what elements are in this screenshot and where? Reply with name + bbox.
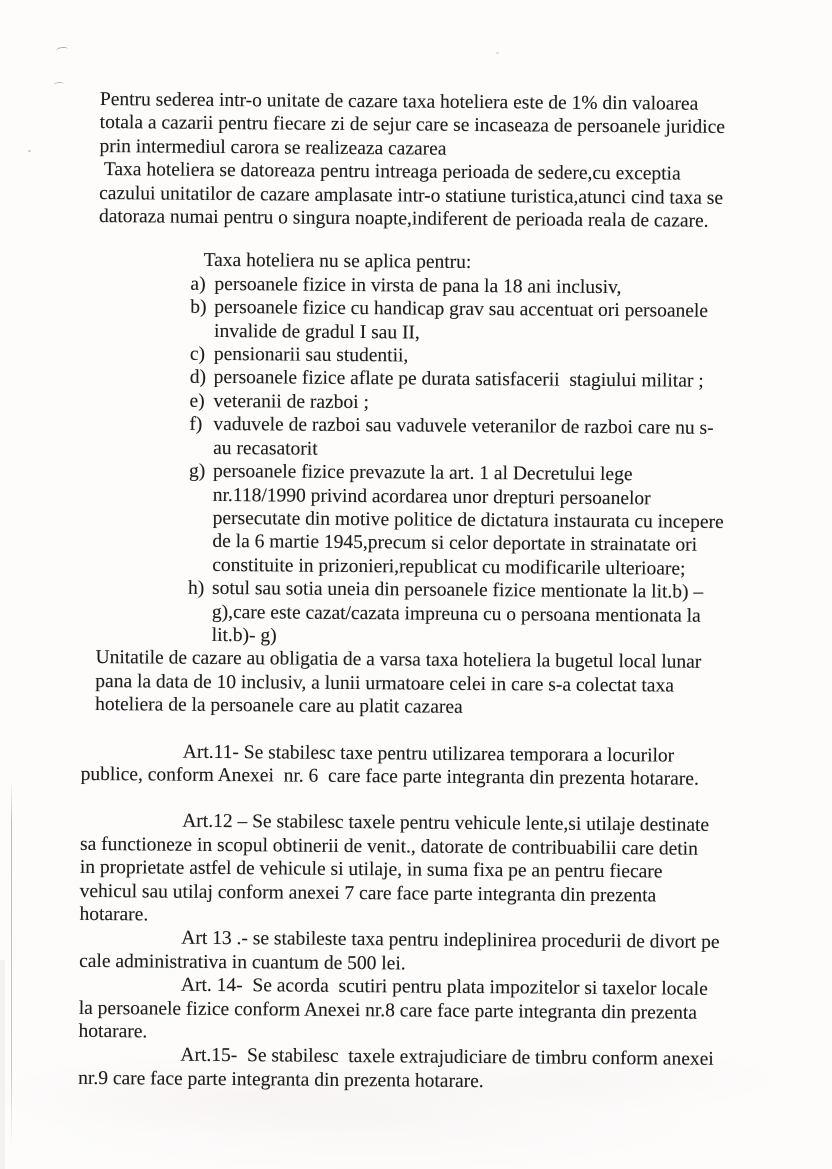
paragraph-hotel-tax-rate: Pentru sederea intr-o unitate de cazare taxa hoteliera este de 1% din valoarea totala a cazarii pentru fiecare zi de sejur care se incaseaza de persoanele juridice prin intermediul carora se realizeaza cazarea — [99, 88, 726, 160]
list-marker: e) — [189, 390, 205, 412]
exemption-item-b — [190, 296, 798, 348]
exemption-text: pensionarii sau studentii, — [213, 343, 409, 367]
list-marker: c) — [189, 343, 206, 365]
article-15: Art.15- Se stabilesc taxele extrajudiciare de timbru conform anexei nr.9 care face parte integranta din prezenta hotarare. — [78, 1045, 714, 1092]
list-marker: f) — [189, 413, 203, 436]
list-marker: h) — [187, 577, 205, 599]
article-11: Art.11- Se stabilesc taxe pentru utilizarea temporara a locurilor publice, conform Anexei nr. 6 care face parte integranta din prezenta hotarare. — [80, 741, 699, 790]
article-12: Art.12 – Se stabilesc taxele pentru vehicule lente,si utilaje destinate sa functioneze in scopul obtinerii de venit., datorate de contribuabilii care detin in proprietate astfel de vehicule si utilaje, in suma fixa pe an pentru fiecare vehicul sau utilaj conform anexei 7 care face parte integranta din prezenta hotarare. — [79, 811, 710, 926]
scan-speck-artifact — [496, 52, 499, 54]
scan-edge-line-artifact — [11, 781, 12, 1147]
scan-edge-shadow-artifact — [0, 960, 5, 1169]
paragraph-payment-obligation: Unitatile de cazare au obligatia de a varsa taxa hoteliera la bugetul local lunar pana la data de 10 inclusiv, a lunii urmatoare celei in care s-a colectat taxa hoteliera de la persoanele care au platit cazarea — [95, 647, 702, 719]
exemption-text: persoanele fizice aflate pe durata satisfacerii stagiului militar ; — [213, 367, 704, 393]
exemption-item-h — [188, 577, 797, 652]
exemptions-list — [188, 249, 799, 652]
list-marker: d) — [189, 367, 207, 389]
article-14: Art. 14- Se acorda scutiri pentru plata impozitelor si taxelor locale la persoanele fizice conform Anexei nr.8 care face parte integranta din prezenta hotarare. — [78, 974, 708, 1043]
exemption-text: vaduvele de razboi sau vaduvele veteranilor de razboi care nu s- au recasatorit — [213, 414, 714, 460]
exemption-text: persoanele fizice prevazute la art. 1 al Decretului lege nr.118/1990 privind acordarea unor drepturi persoanelor persecutate din motive politice de dictatura instaurata cu incepere de la 6 martie 1945,precum si celor deportate in strainatate ori constituite in prizonieri,republicat cu modificarile ulterioare; — [212, 460, 724, 580]
list-marker: b) — [190, 296, 207, 319]
exemption-text: persoanele fizice in virsta de pana la 18 ani inclusiv, — [214, 273, 622, 298]
exemptions-intro: Taxa hoteliera nu se aplica pentru: — [203, 250, 472, 274]
scan-speck-artifact — [28, 150, 31, 152]
scan-speck-artifact — [54, 82, 64, 88]
exemption-item-f — [189, 413, 797, 465]
exemption-item-g — [188, 460, 797, 582]
exemption-text: persoanele fizice cu handicap grav sau accentuat ori persoanele invalide de gradul I sau II, — [214, 297, 709, 344]
list-marker: a) — [190, 273, 206, 295]
articles-section — [78, 739, 795, 1095]
paragraph-hotel-tax-period: Taxa hoteliera se datoreaza pentru intreaga perioada de sedere,cu exceptia cazului unitatilor de cazare amplasate intr-o statiune turistica,atunci cind taxa se datoraza numai pentru o singura noapte,indiferent de perioada reala de cazare. — [98, 159, 724, 232]
article-13: Art 13 .- se stabileste taxa pentru indeplinirea procedurii de divort pe cale administrativa in cuantum de 500 lei. — [79, 928, 720, 975]
exemption-text: veteranii de razboi ; — [213, 390, 370, 413]
document-text-block — [78, 88, 800, 1096]
exemption-text: sotul sau sotia uneia din persoanele fizice mentionate la lit.b) – g),care este cazat/cazata impreuna cu o persoana mentionata la lit.b)- g) — [211, 578, 704, 647]
scan-speck-artifact — [56, 46, 69, 54]
list-marker: g) — [188, 460, 206, 482]
